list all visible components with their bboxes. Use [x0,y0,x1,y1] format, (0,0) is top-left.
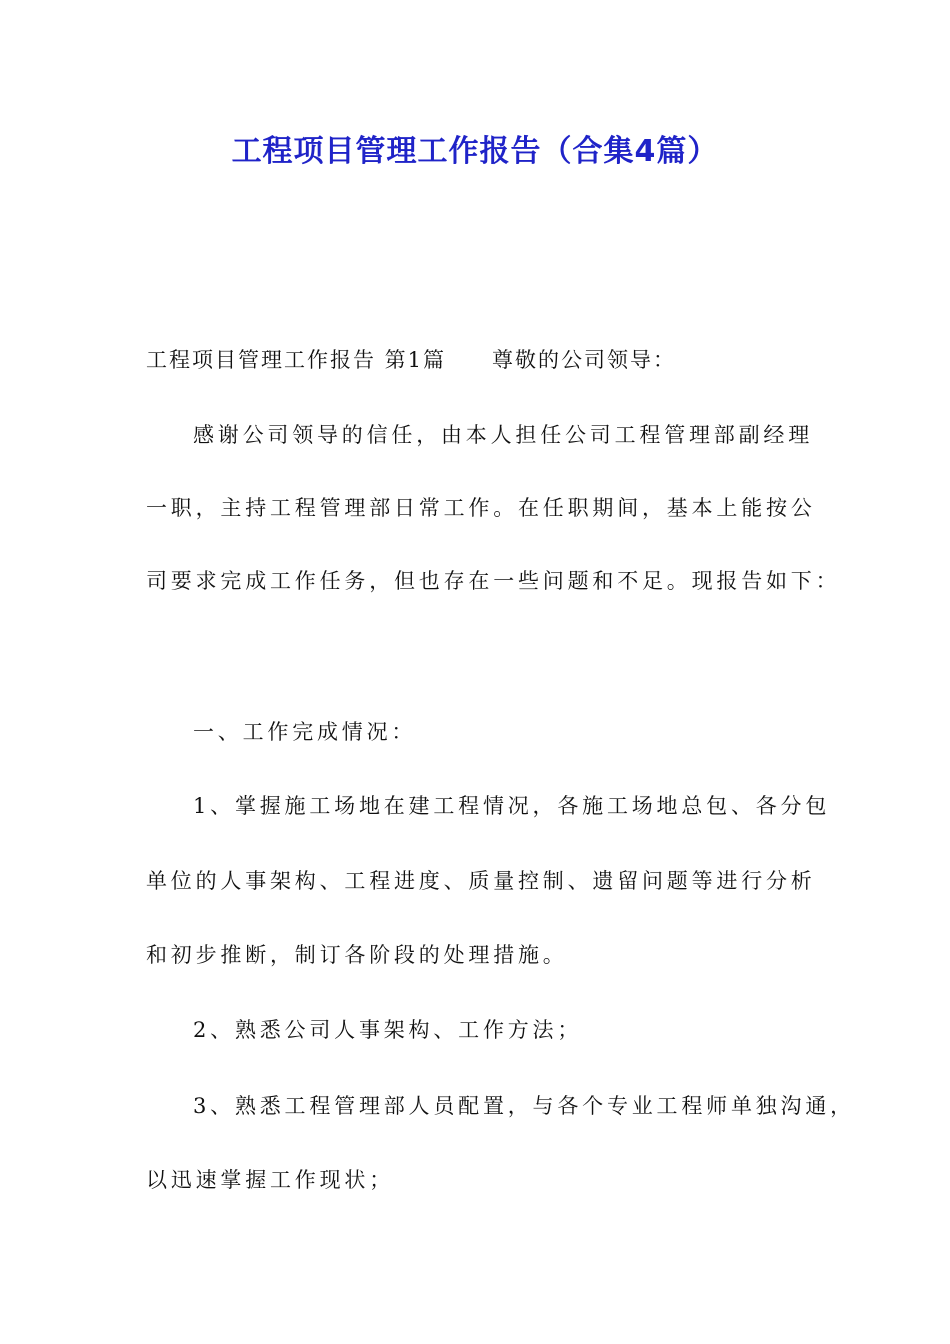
paragraph-line: 单位的人事架构、工程进度、质量控制、遗留问题等进行分析 [146,869,816,893]
paragraph-line: 和初步推断，制订各阶段的处理措施。 [146,943,568,967]
paragraph-line: 1、掌握施工场地在建工程情况，各施工场地总包、各分包 [193,794,831,818]
section-heading [146,345,676,375]
salutation: 尊敬的公司领导： [492,348,677,372]
paragraph-line: 一职，主持工程管理部日常工作。在任职期间，基本上能按公 [146,496,816,520]
paragraph-line: 以迅速掌握工作现状； [146,1168,394,1192]
section-heading-label: 工程项目管理工作报告 第1篇 [146,348,447,372]
paragraph-line: 2、熟悉公司人事架构、工作方法； [193,1018,583,1042]
paragraph-line: 感谢公司领导的信任，由本人担任公司工程管理部副经理 [193,423,813,447]
section-title: 一、工作完成情况： [193,720,417,744]
paragraph-line: 司要求完成工作任务，但也存在一些问题和不足。现报告如下： [146,569,841,593]
paragraph-line: 3、熟悉工程管理部人员配置，与各个专业工程师单独沟通， [193,1094,855,1118]
document-title: 工程项目管理工作报告（合集4篇） [231,134,719,169]
